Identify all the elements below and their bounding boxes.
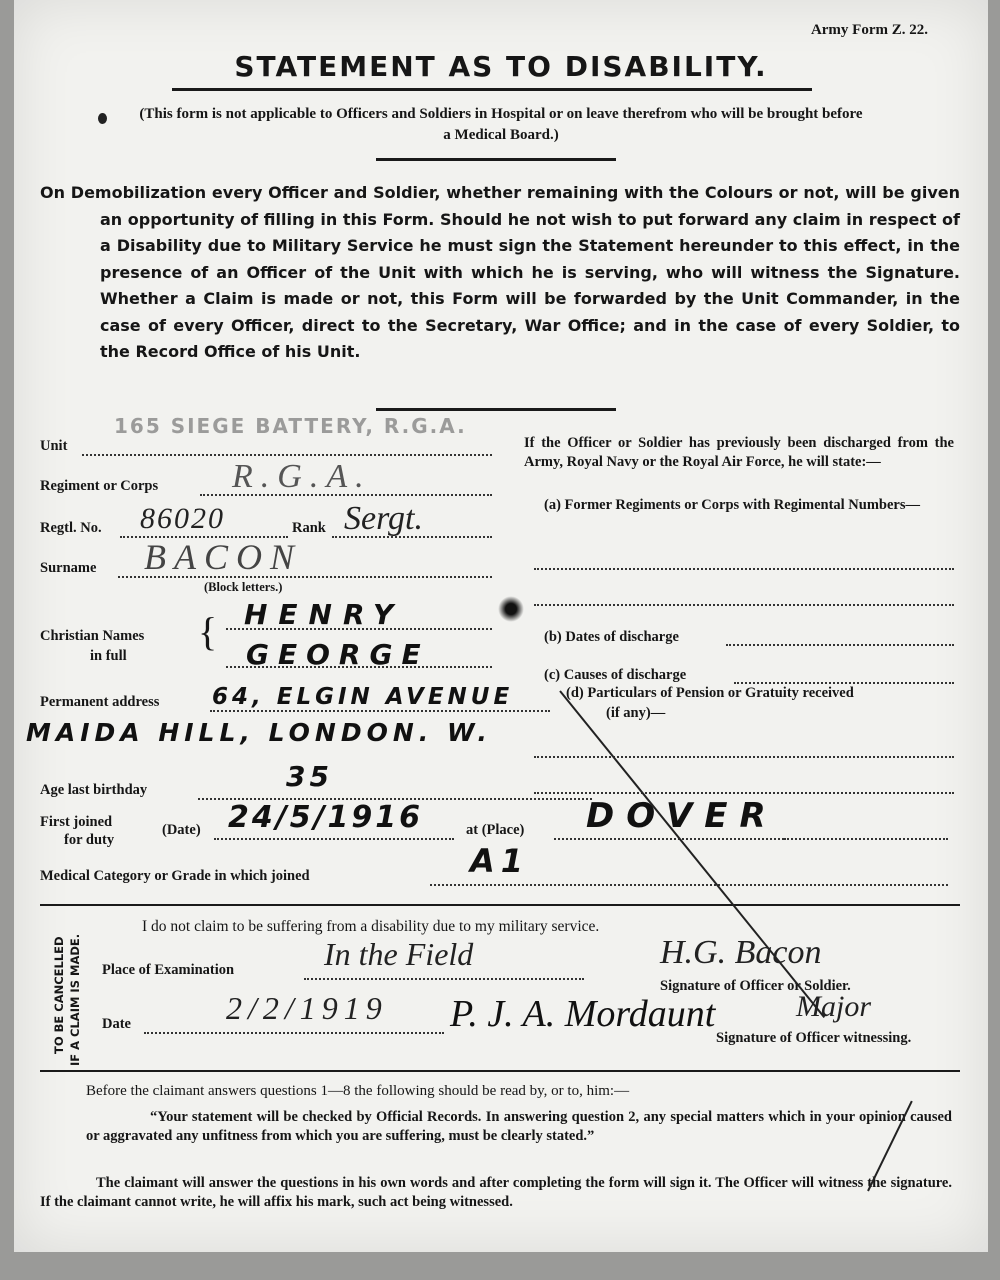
form-number: Army Form Z. 22. [810,22,928,38]
intro-body: every Officer and Soldier, whether remaining with the Colours or not, will be given an opportunity of filling in this Form. Should he not wish to put forward any claim in respect of a Disability due to Military Service he must sign the Statement hereunder to this effect, in the presence of an Officer of the Unit with which he is serving, who will witness the Signature. Whether a Claim is made or not, this Form will be forwarded by the Unit Commander, in the case of every Officer, direct to the Secretary, War Office; and in the case of every Soldier, to the Record Office of his Unit. [100,183,961,361]
former-regiments-label: (a) Former Regiments or Corps with Regimental Numbers— [544,497,920,513]
discharge-dates-label: (b) Dates of discharge [544,629,679,645]
medical-category-label: Medical Category or Grade in which joined [40,868,310,884]
applicability-note: (This form is not applicable to Officers and Soldiers in Hospital or on leave therefrom who will be brought before a Medical Board.) [139,106,863,143]
surname-label: Surname [40,560,97,576]
unit-dots [82,454,492,456]
claim-section-top-rule [40,904,960,906]
christian-name-1: HENRY [244,598,405,631]
title-underline [172,88,812,91]
examination-place-value: In the Field [324,936,474,972]
ink-blot-2 [498,596,524,622]
place-dots-tail [784,838,948,840]
for-duty-label: for duty [64,832,115,848]
pension-dots-1 [534,756,954,758]
previous-discharge-instructions: If the Officer or Soldier has previously been discharged from the Army, Royal Navy or the Royal Air Force, he will state:— [524,435,954,470]
date-joined-value: 24/5/1916 [228,800,424,835]
divider-middle [376,408,616,411]
regtl-no-value: 86020 [140,502,225,535]
address-label: Permanent address [40,694,160,710]
medical-dots [430,884,948,886]
discharge-causes-label: (c) Causes of discharge [544,667,687,683]
soldier-signature-label: Signature of Officer or Soldier. [660,978,851,994]
first-joined-label: First joined [40,814,113,830]
place-joined-dots [554,838,784,840]
form-sheet [14,0,988,1252]
exam-date-value: 2/2/1919 [226,990,388,1026]
soldier-signature: H.G. Bacon [660,934,822,971]
date-joined-label: (Date) [162,822,201,838]
footer-closing: The claimant will answer the questions in his own words and after completing the form will sign it. The Officer will witness the signature. If the claimant cannot write, he will affix his mark, such act being witnessed. [40,1175,952,1210]
pension-label: (d) Particulars of Pension or Gratuity received [566,685,854,701]
pension-dots-2 [534,792,954,794]
address-line-2: MAIDA HILL, LONDON. W. [26,718,492,747]
address-dots [210,710,550,712]
ink-blot-1 [98,113,107,124]
exam-date-label: Date [102,1016,131,1032]
former-dots-2 [534,604,954,606]
discharge-dates-dots [726,644,954,646]
regiment-label: Regiment or Corps [40,478,159,494]
footer-instruction: Before the claimant answers questions 1—8 the following should be read by, or to, him:— [86,1083,630,1099]
regtl-no-label: Regtl. No. [40,520,102,536]
examination-place-dots [304,978,584,980]
place-of-examination-label: Place of Examination [102,962,235,978]
unit-label: Unit [40,438,68,454]
medical-category-value: A1 [470,842,530,880]
officer-signature: P. J. A. Mordaunt [450,993,716,1035]
unit-stamp: 165 SIEGE BATTERY, R.G.A. [114,414,467,438]
form-title: STATEMENT AS TO DISABILITY. [234,50,768,83]
block-letters-note: (Block letters.) [204,580,283,594]
intro-lead: On Demobilization [40,183,207,202]
date-joined-dots [214,838,454,840]
place-joined-value: DOVER [586,796,778,836]
officer-signature-label: Signature of Officer witnessing. [716,1030,912,1046]
claim-section-bottom-rule [40,1070,960,1072]
surname-value: BACON [144,537,303,577]
cancel-instruction [36,918,92,1068]
cancel-instruction-line-1: TO BE CANCELLED [52,936,66,1054]
place-joined-label: at (Place) [466,822,525,838]
christian-names-sublabel: in full [90,648,127,664]
pension-sublabel: (if any)— [606,705,666,721]
rank-value: Sergt. [344,500,424,537]
former-dots-1 [534,568,954,570]
rank-label: Rank [292,520,326,536]
age-label: Age last birthday [40,782,148,798]
cancel-instruction-line-2: IF A CLAIM IS MADE. [68,933,82,1066]
age-value: 35 [286,760,333,793]
divider-top [376,158,616,161]
no-claim-statement: I do not claim to be suffering from a disability due to my military service. [142,918,600,935]
officer-rank: Major [796,990,871,1023]
footer-quote: “Your statement will be checked by Official Records. In answering question 2, any special matters which in your opinion caused or aggravated any unfitness from which you are suffering, must be clearly stated.” [86,1109,952,1144]
christian-name-2: GEORGE [246,638,430,671]
regiment-value: R.G.A. [232,458,372,495]
christian-names-label: Christian Names [40,628,145,644]
exam-date-dots [144,1032,444,1034]
address-line-1: 64, ELGIN AVENUE [212,684,514,710]
intro-paragraph [40,180,960,366]
christian-brace: { [198,609,218,654]
